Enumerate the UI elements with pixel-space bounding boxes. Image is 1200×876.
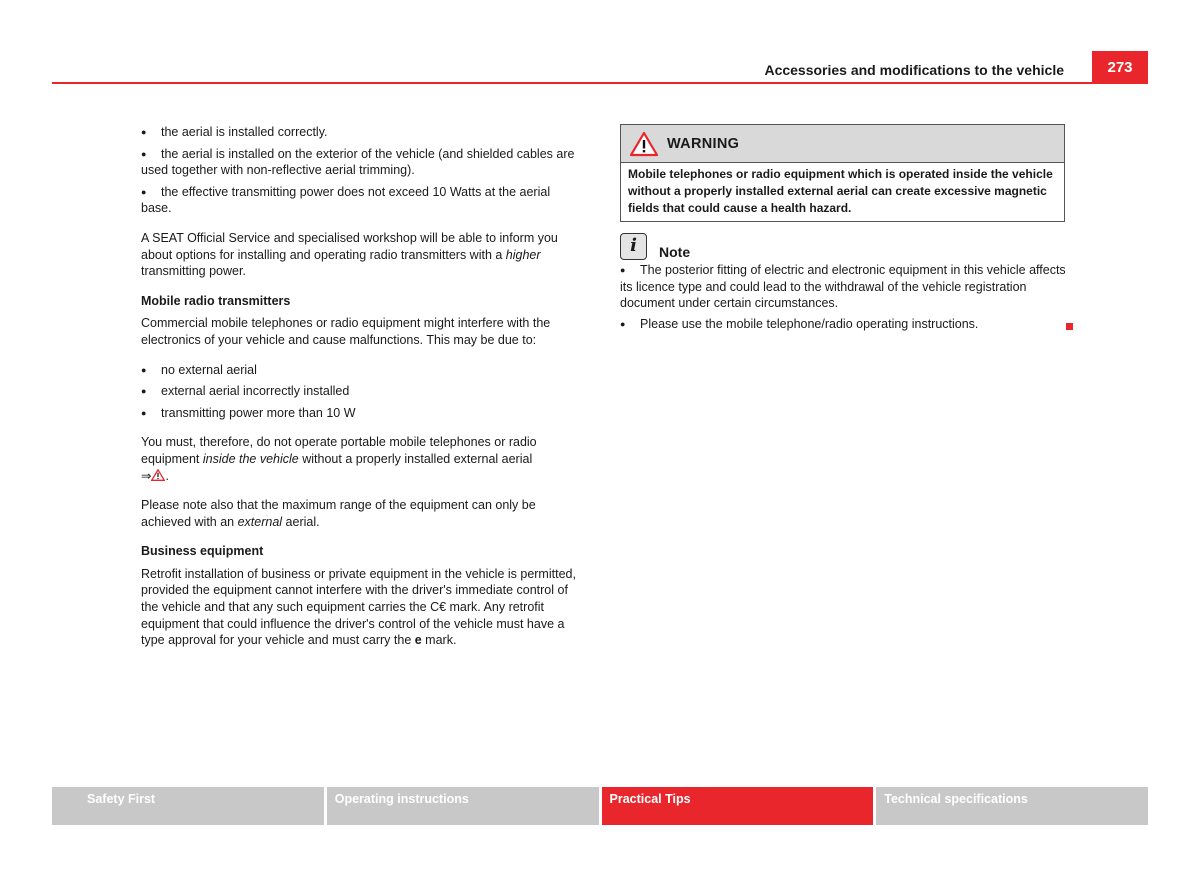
note-label: Note: [659, 244, 691, 260]
tab-practical-tips[interactable]: [602, 787, 874, 825]
emphasis: external: [237, 514, 283, 529]
warning-label: WARNING: [667, 135, 740, 152]
warning-triangle-icon[interactable]: [151, 469, 165, 481]
text-run: transmitting power.: [141, 264, 246, 279]
info-icon: i: [620, 233, 647, 260]
paragraph-do-not-operate: [141, 434, 584, 484]
list-item: ● the aerial is installed correctly.: [141, 124, 584, 141]
tab-operating-instructions[interactable]: [327, 787, 599, 825]
list-item: ● external aerial incorrectly installed: [141, 383, 584, 400]
warning-text: Mobile telephones or radio equipment which is operated inside the vehicle without a properly installed external aerial can create excessive magnetic fields that could cause a health hazard.: [628, 167, 1053, 215]
tab-label: Safety First: [87, 792, 156, 806]
text-run: A SEAT Official Service and specialised workshop will be able to inform you about options for installing and operating radio transmitters with a: [141, 230, 558, 262]
emphasis: higher: [505, 247, 541, 262]
bullet-list-causes: [141, 362, 584, 422]
tab-label: Operating instructions: [334, 792, 469, 806]
text-run: mark. Any retrofit equipment that could influence the driver's control of the vehicle must have a type approval for your vehicle and must carry the: [141, 600, 565, 648]
subheading-mobile-radio: Mobile radio transmitters: [141, 293, 291, 308]
page-header-title: Accessories and modifications to the vehicle: [764, 62, 1064, 78]
emphasis: inside the vehicle: [202, 451, 299, 466]
paragraph-range: [141, 497, 584, 530]
header-rule: [52, 82, 1148, 84]
paragraph-workshop-info: [141, 230, 584, 280]
footer-tab-bar: [52, 787, 1148, 825]
section-end-marker: [1066, 323, 1073, 330]
list-item: ● no external aerial: [141, 362, 584, 379]
note-section: [620, 233, 1070, 336]
left-column: [141, 124, 584, 662]
text-run: .: [165, 468, 169, 483]
list-item: ● the effective transmitting power does not exceed 10 Watts at the aerial base.: [141, 184, 584, 217]
bullet-list-conditions: [141, 124, 584, 217]
text-run: Retrofit installation of business or private equipment in the vehicle is permitted, provided the equipment cannot interfere with the driver's immediate control of the vehicle and that any such equipment carries the: [141, 566, 576, 615]
list-item: ● the aerial is installed on the exterior of the vehicle (and shielded cables are used together with non-reflective aerial trimming).: [141, 146, 584, 179]
paragraph-interference: Commercial mobile telephones or radio equipment might interfere with the electronics of your vehicle and cause malfunctions. This may be due to:: [141, 316, 551, 347]
cross-reference-arrow: ⇒: [141, 468, 152, 483]
subheading-business-equipment: Business equipment: [141, 544, 264, 559]
tab-safety-first[interactable]: [52, 787, 324, 825]
page-number: 273: [1092, 51, 1148, 84]
text-run: mark.: [421, 633, 457, 648]
tab-technical-specifications[interactable]: [876, 787, 1148, 825]
ce-mark: C€: [430, 600, 447, 615]
list-item: ● The posterior fitting of electric and electronic equipment in this vehicle affects its licence type and could lead to the withdrawal of the vehicle registration document under certain circumstances.: [620, 262, 1070, 312]
e-mark: e: [414, 633, 422, 648]
tab-label: Technical specifications: [884, 792, 1028, 806]
text-run: Please note also that the maximum range of the equipment can only be achieved with an: [141, 498, 536, 529]
text-run: aerial.: [282, 514, 320, 529]
paragraph-retrofit: [141, 566, 584, 649]
text-run: without a properly installed external aerial: [298, 451, 533, 466]
note-list: [620, 262, 1070, 332]
warning-triangle-icon: [629, 131, 659, 157]
list-item: ● Please use the mobile telephone/radio operating instructions.: [620, 316, 1070, 333]
list-item: ● transmitting power more than 10 W: [141, 405, 584, 422]
note-header: [620, 233, 1070, 260]
warning-header: [621, 125, 1064, 163]
tab-label: Practical Tips: [609, 792, 691, 806]
warning-box: [620, 124, 1065, 222]
text-run: You must, therefore, do not operate portable mobile telephones or radio equipment: [141, 435, 537, 466]
